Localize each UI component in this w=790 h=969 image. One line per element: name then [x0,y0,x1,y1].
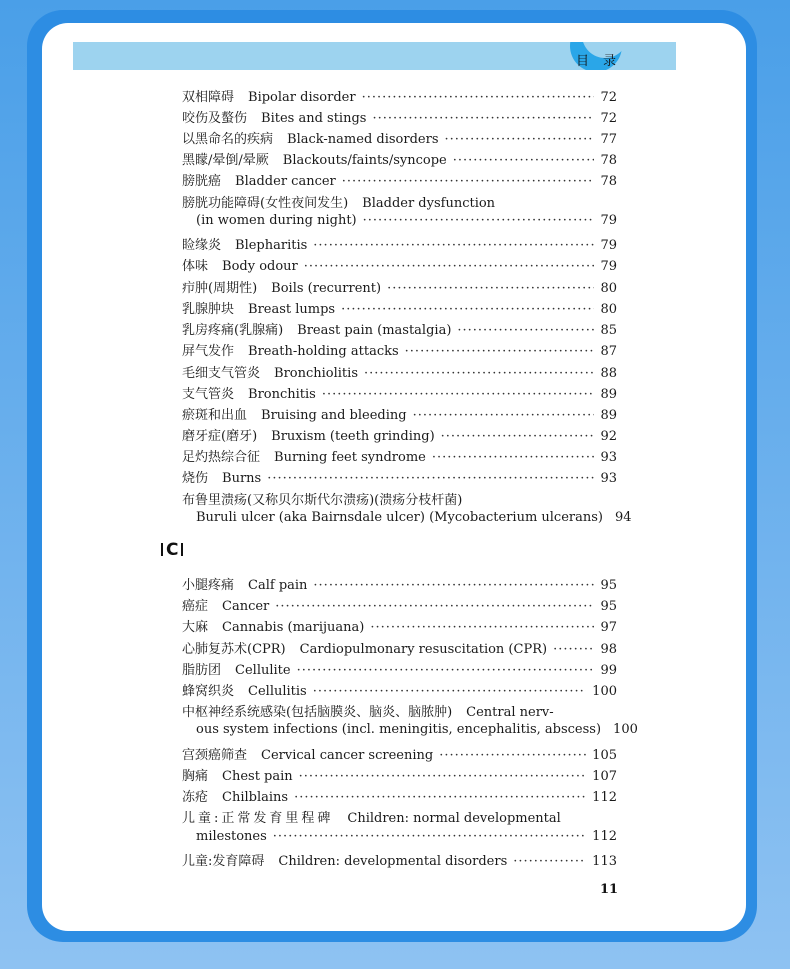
toc-entry[interactable]: 冻疮 Chilblains ····· 112 [182,786,617,807]
section-letter-c: C [158,540,186,560]
page-title: 目录 [576,54,631,69]
toc-entry[interactable]: 咬伤及螯伤 Bites and stings ····· 72 [182,107,617,128]
toc-entry[interactable]: 体味 Body odour ····· 79 [182,255,617,276]
toc-entry[interactable]: 瘀斑和出血 Bruising and bleeding ····· 89 [182,404,617,425]
toc-entry[interactable]: 乳腺肿块 Breast lumps ····· 80 [182,298,617,319]
toc-entry[interactable]: 支气管炎 Bronchitis ····· 89 [182,383,617,404]
toc-entry[interactable]: 磨牙症(磨牙) Bruxism (teeth grinding) ····· 92 [182,425,617,446]
toc-entry[interactable]: 蜂窝织炎 Cellulitis ····· 100 [182,680,617,701]
toc-entry[interactable]: 膀胱癌 Bladder cancer ····· 78 [182,170,617,191]
toc-entry[interactable]: 疖肿(周期性) Boils (recurrent) ····· 80 [182,277,617,298]
toc-entry-heading[interactable]: 儿童:正常发育里程碑 Children: normal developmental [182,811,561,826]
toc-entry[interactable]: 大麻 Cannabis (marijuana) ····· 97 [182,616,617,637]
toc-entry[interactable]: 宫颈癌筛查 Cervical cancer screening ····· 105 [182,744,617,765]
toc-entry[interactable]: 睑缘炎 Blepharitis ····· 79 [182,234,617,255]
toc-entry[interactable]: 胸痛 Chest pain ····· 107 [182,765,617,786]
toc-entry[interactable]: 烧伤 Burns ····· 93 [182,467,617,488]
toc-entry-heading[interactable]: 布鲁里溃疡(又称贝尔斯代尔溃疡)(溃疡分枝杆菌) [182,493,463,508]
toc-entry[interactable]: 以黑命名的疾病 Black-named disorders ····· 77 [182,128,617,149]
toc-entry[interactable]: 足灼热综合征 Burning feet syndrome ····· 93 [182,446,617,467]
toc-entry[interactable]: 心肺复苏术(CPR) Cardiopulmonary resuscitation (CPR) ····· 98 [182,638,617,659]
toc-entry[interactable]: 乳房疼痛(乳腺痛) Breast pain (mastalgia) ····· 85 [182,319,617,340]
toc-entry-continuation[interactable]: ous system infections (incl. meningitis, encephalitis, abscess) 100 [196,722,638,737]
toc-entry[interactable]: 小腿疼痛 Calf pain ····· 95 [182,574,617,595]
toc-entry[interactable]: 癌症 Cancer ····· 95 [182,595,617,616]
page-number: 11 [600,882,619,897]
toc-entry-continuation[interactable]: (in women during night) ····· 79 [196,213,617,234]
toc-entry-heading[interactable]: 膀胱功能障碍(女性夜间发生) Bladder dysfunction [182,196,496,211]
toc-entry[interactable]: 毛细支气管炎 Bronchiolitis ····· 88 [182,362,617,383]
toc-entry[interactable]: 脂肪团 Cellulite ····· 99 [182,659,617,680]
toc-entry-continuation[interactable]: milestones ····· 112 [196,829,617,850]
toc-entry-heading[interactable]: 中枢神经系统感染(包括脑膜炎、脑炎、脑脓肿) Central nerv- [182,705,554,720]
toc-entry[interactable]: 黑矇/晕倒/晕厥 Blackouts/faints/syncope ····· 78 [182,149,617,170]
toc-entry[interactable]: 双相障碍 Bipolar disorder ····· 72 [182,86,617,107]
toc-entry[interactable]: 儿童:发育障碍 Children: developmental disorders ····· 113 [182,850,617,871]
toc-entry-continuation[interactable]: Buruli ulcer (aka Bairnsdale ulcer) (Mycobacterium ulcerans) 94 [196,510,632,525]
toc-entry[interactable]: 屏气发作 Breath-holding attacks ····· 87 [182,340,617,361]
